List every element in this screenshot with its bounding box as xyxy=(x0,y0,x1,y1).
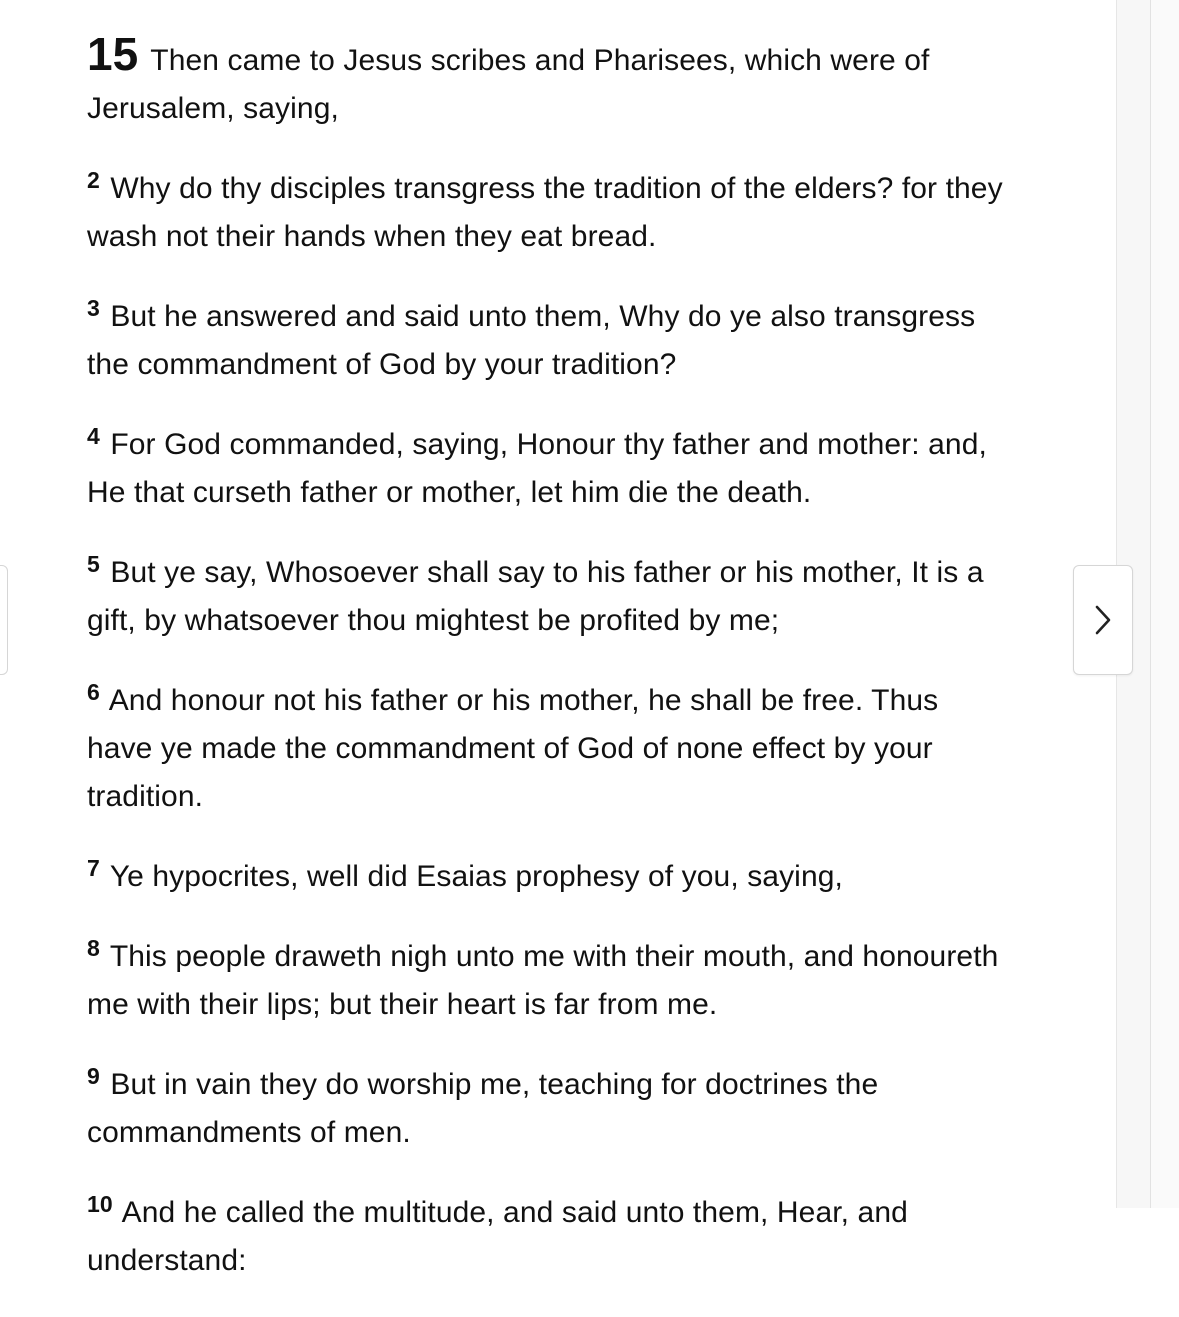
chapter-content xyxy=(87,28,1007,1317)
verse-number: 2 xyxy=(87,166,100,193)
verse-7 xyxy=(87,853,1007,901)
verse-number: 3 xyxy=(87,294,100,321)
verse-number: 9 xyxy=(87,1062,100,1089)
verse-4 xyxy=(87,421,1007,517)
verse-number: 5 xyxy=(87,550,100,577)
verse-text: Ye hypocrites, well did Esaias prophesy of you, saying, xyxy=(109,860,843,893)
verse-1 xyxy=(87,28,1007,133)
next-chapter-button[interactable] xyxy=(1073,565,1133,675)
scrollbar-track[interactable] xyxy=(1150,0,1179,1208)
verse-number: 7 xyxy=(87,854,100,881)
verse-number: 10 xyxy=(87,1190,113,1217)
previous-chapter-button[interactable] xyxy=(0,565,8,675)
verse-9 xyxy=(87,1061,1007,1157)
verse-2 xyxy=(87,165,1007,261)
verse-10 xyxy=(87,1189,1007,1285)
verse-number: 8 xyxy=(87,934,100,961)
verse-text: Why do thy disciples transgress the tradition of the elders? for they wash not their hands when they eat bread. xyxy=(87,172,1003,253)
verse-text: And honour not his father or his mother, he shall be free. Thus have ye made the commandment of God of none effect by your tradition. xyxy=(87,684,939,813)
verse-text: But in vain they do worship me, teaching for doctrines the commandments of men. xyxy=(87,1068,879,1149)
verse-5 xyxy=(87,549,1007,645)
chapter-number: 15 xyxy=(87,28,139,80)
verse-3 xyxy=(87,293,1007,389)
verse-text: This people draweth nigh unto me with their mouth, and honoureth me with their lips; but their heart is far from me. xyxy=(87,940,999,1021)
verse-number: 6 xyxy=(87,678,100,705)
verse-text: For God commanded, saying, Honour thy father and mother: and, He that curseth father or mother, let him die the death. xyxy=(87,428,987,509)
chevron-right-icon xyxy=(1094,605,1112,635)
verse-6 xyxy=(87,677,1007,821)
verse-number: 4 xyxy=(87,422,100,449)
verse-text: Then came to Jesus scribes and Pharisees, which were of Jerusalem, saying, xyxy=(87,44,930,125)
verse-text: And he called the multitude, and said unto them, Hear, and understand: xyxy=(87,1196,908,1277)
verse-text: But he answered and said unto them, Why do ye also transgress the commandment of God by your tradition? xyxy=(87,300,976,381)
verse-text: But ye say, Whosoever shall say to his father or his mother, It is a gift, by whatsoever thou mightest be profited by me; xyxy=(87,556,984,637)
verse-8 xyxy=(87,933,1007,1029)
